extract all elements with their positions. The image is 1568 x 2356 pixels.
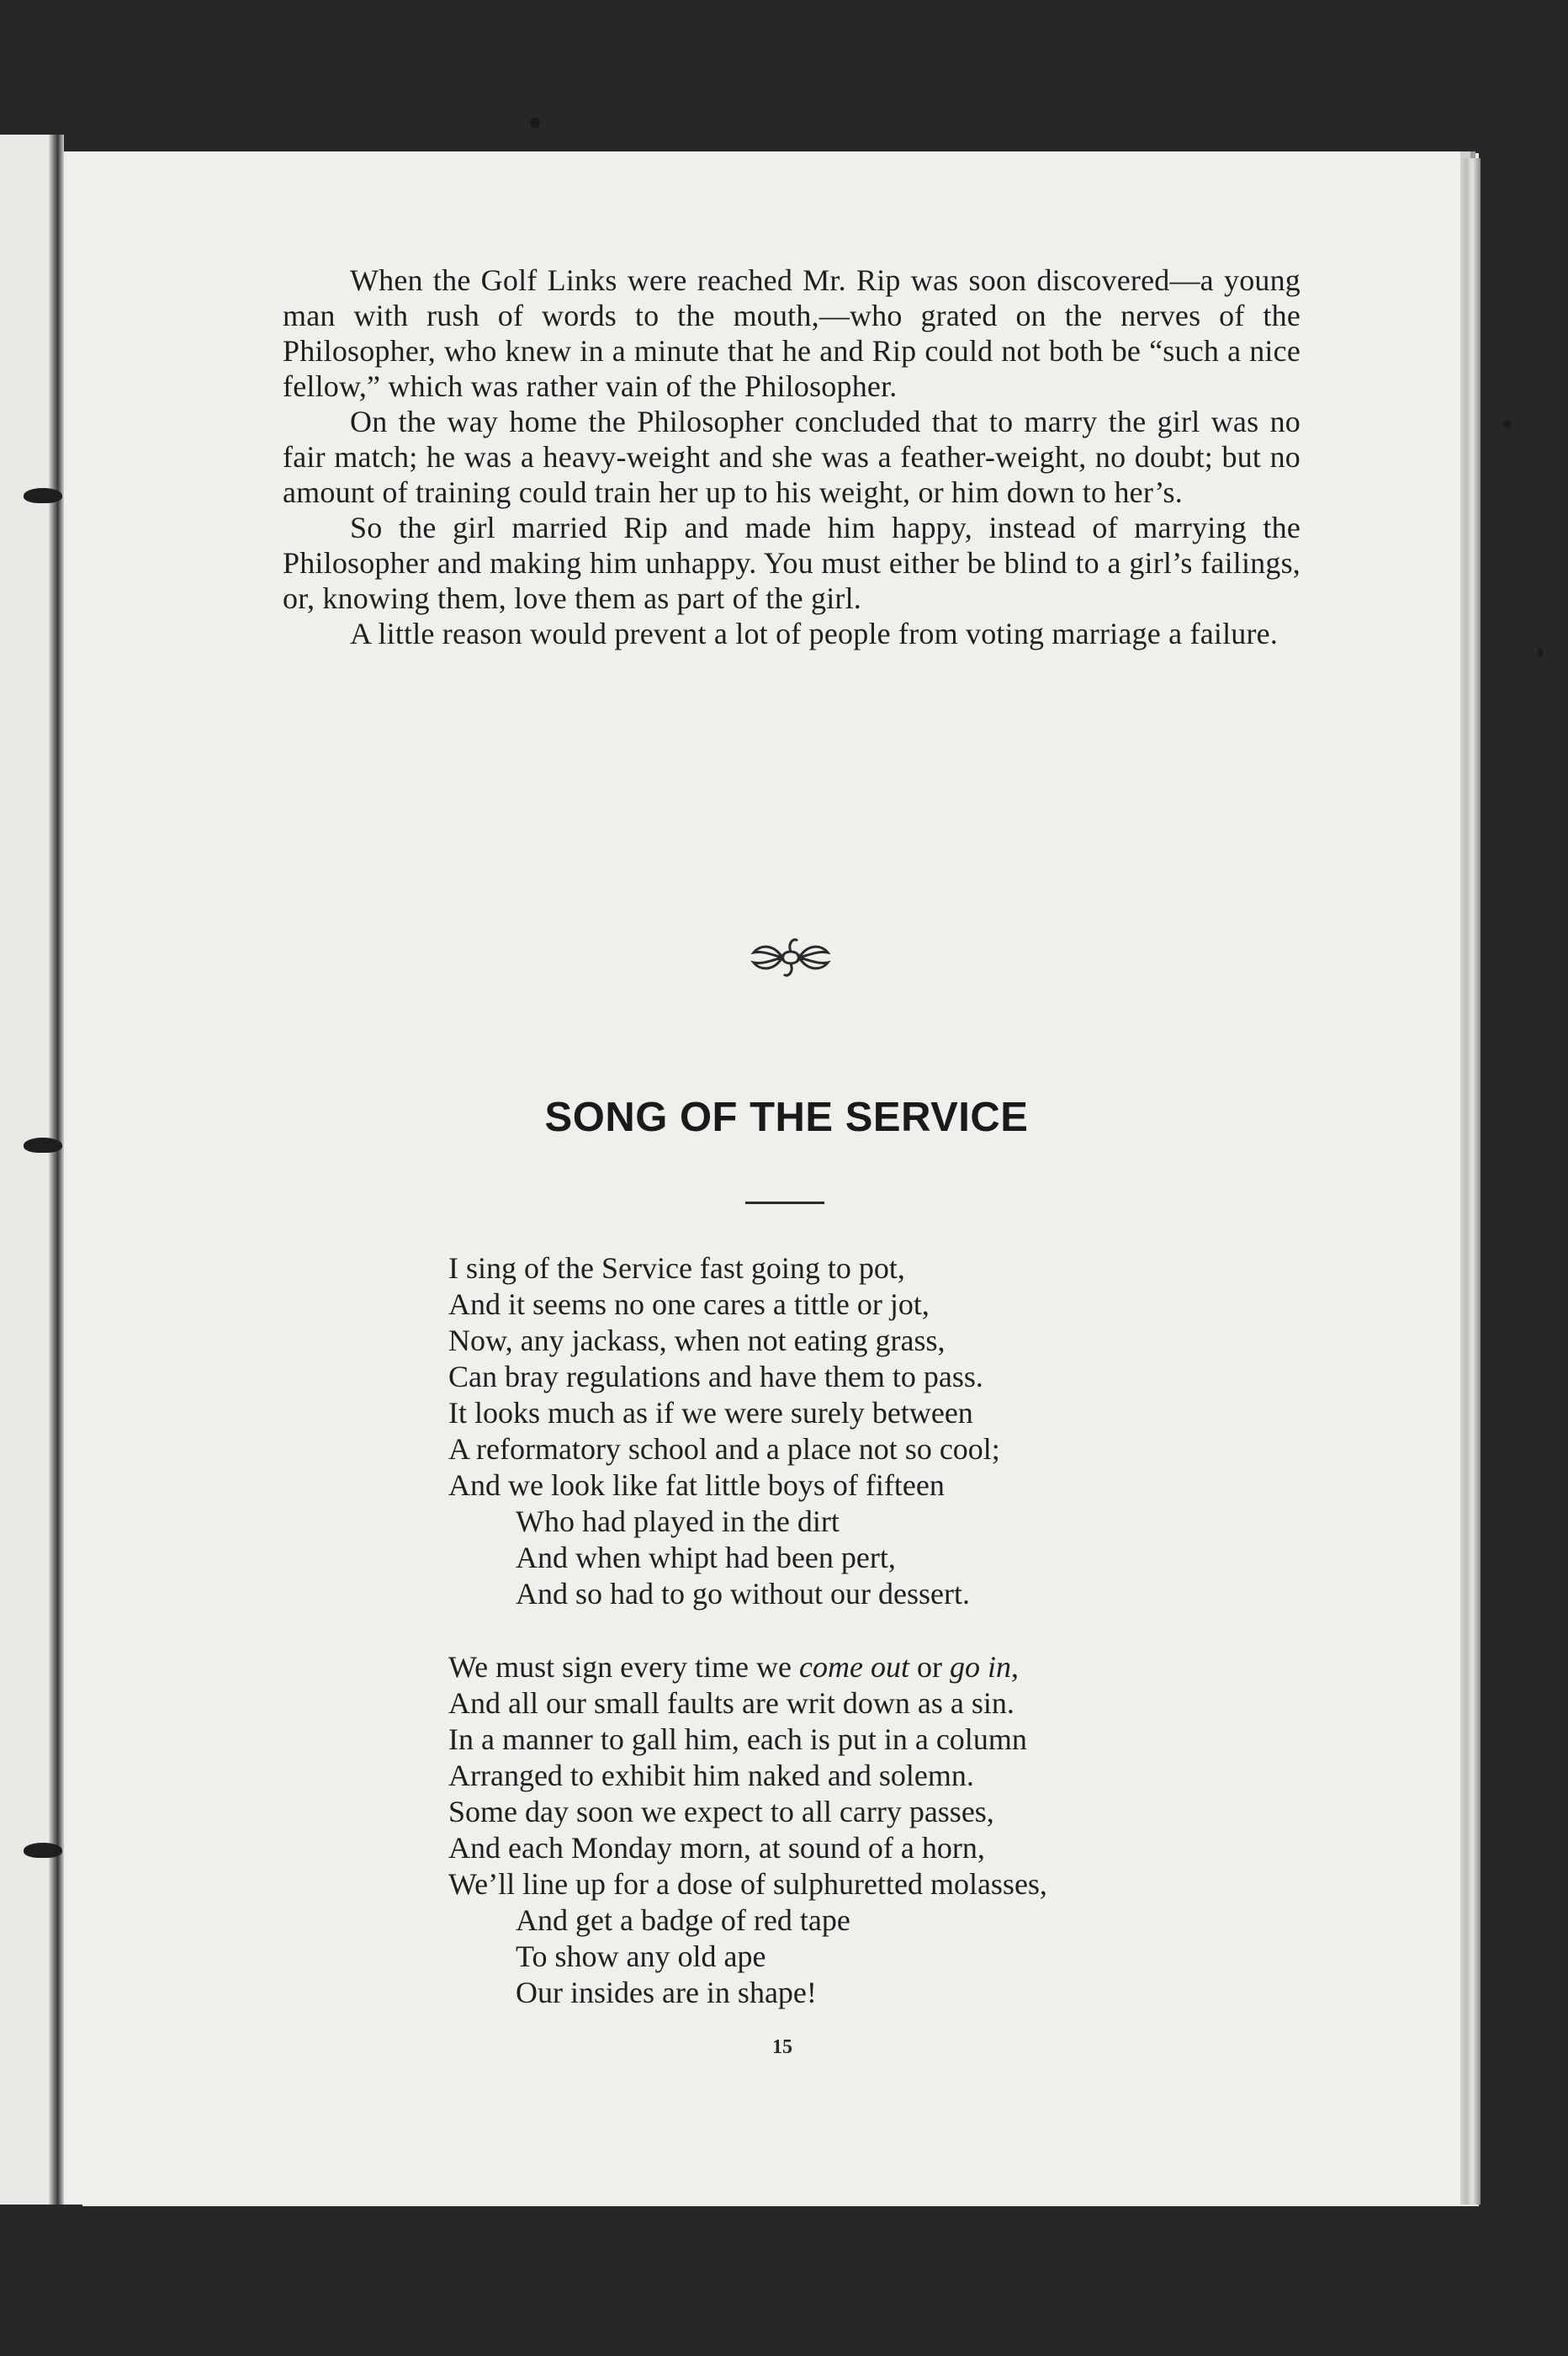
prose-paragraph: When the Golf Links were reached Mr. Rip was soon discovered—a young man with rush of words to the mouth,—who grated on the nerves of the Philosopher, who knew in a minute that he and Rip could not both be “such a nice fellow,” which was rather vain of the Philosopher.	[283, 263, 1300, 403]
poem-line: Can bray regulations and have them to pass.	[448, 1360, 983, 1393]
poem-line: Our insides are in shape!	[516, 1976, 817, 2009]
poem-line: And all our small faults are writ down as a sin.	[448, 1686, 1014, 1720]
poem-line: A reformatory school and a place not so cool;	[448, 1432, 1000, 1466]
poem-line: And each Monday morn, at sound of a horn,	[448, 1831, 985, 1865]
spine-stitch	[24, 1843, 62, 1858]
scan-speck	[1538, 648, 1543, 656]
prose-paragraph: On the way home the Philosopher concluded that to marry the girl was no fair match; he was a heavy-weight and she was a feather-weight, no doubt; but no amount of training could train her up to his weight, or him down to her’s.	[283, 405, 1300, 509]
poem-line: And we look like fat little boys of fifteen	[448, 1468, 945, 1502]
poem-title: SONG OF THE SERVICE	[544, 1095, 1029, 1140]
book-spine	[49, 135, 64, 2205]
poem-line: Now, any jackass, when not eating grass,	[448, 1324, 946, 1357]
spine-stitch	[24, 1138, 62, 1153]
prose-paragraph: So the girl married Rip and made him happy, instead of marrying the Philosopher and making him unhappy. You must either be blind to a girl’s failings, or, knowing them, love them as part of the girl.	[283, 511, 1300, 615]
poem-stanza	[448, 1649, 1290, 2011]
spine-stitch	[24, 488, 62, 503]
poem-stanza	[448, 1250, 1290, 1612]
poem-line: In a manner to gall him, each is put in a column	[448, 1722, 1027, 1756]
poem-line: It looks much as if we were surely between	[448, 1396, 973, 1430]
poem-line: Who had played in the dirt	[516, 1504, 840, 1538]
poem-line: And get a badge of red tape	[516, 1903, 850, 1937]
poem-line: And so had to go without our dessert.	[516, 1577, 970, 1610]
poem-body	[448, 1250, 1290, 2048]
scan-speck	[530, 118, 540, 128]
floral-ornament-icon	[749, 932, 833, 983]
page-stack-edge	[1460, 158, 1481, 2205]
poem-line: And when whipt had been pert,	[516, 1541, 896, 1574]
page-number: 15	[772, 2036, 792, 2058]
poem-line: Arranged to exhibit him naked and solemn.	[448, 1759, 974, 1792]
poem-line: We must sign every time we come out or go in,	[448, 1650, 1019, 1684]
prose-paragraph: A little reason would prevent a lot of people from voting marriage a failure.	[350, 617, 1279, 650]
poem-line: To show any old ape	[516, 1939, 766, 1973]
poem-line: Some day soon we expect to all carry passes,	[448, 1795, 994, 1828]
poem-line: We’ll line up for a dose of sulphuretted molasses,	[448, 1867, 1047, 1901]
scan-speck	[1504, 421, 1511, 427]
prose-section	[283, 263, 1300, 651]
poem-line: I sing of the Service fast going to pot,	[448, 1251, 905, 1285]
poem-line: And it seems no one cares a tittle or jot,	[448, 1287, 930, 1321]
title-rule	[745, 1202, 824, 1204]
